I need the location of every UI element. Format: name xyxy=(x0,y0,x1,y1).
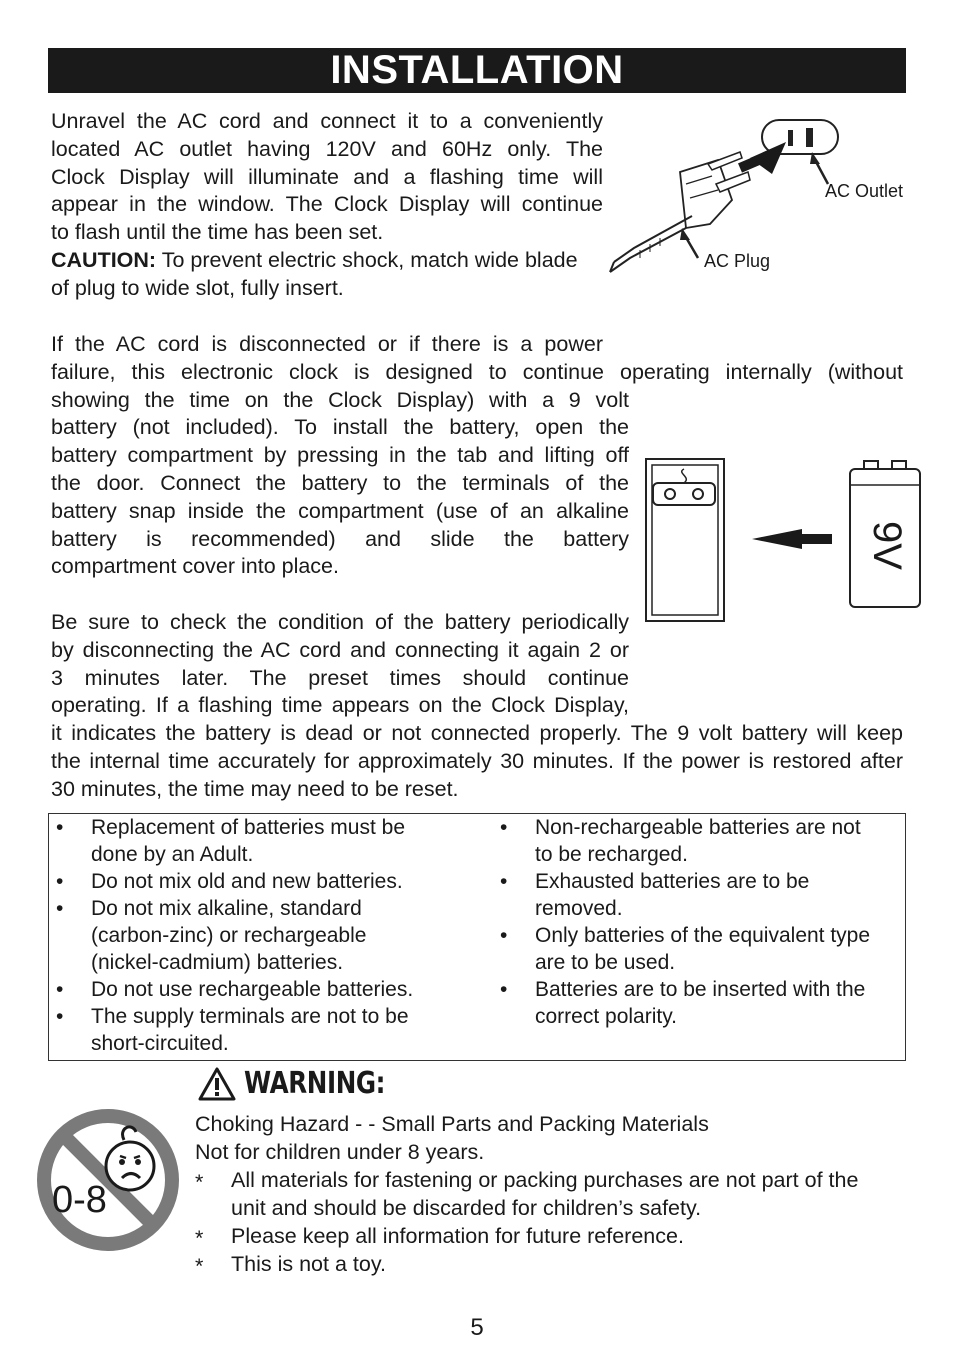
ac-outlet-label: AC Outlet xyxy=(825,181,904,201)
list-item: • Only batteries of the equivalent type are to be used. xyxy=(500,924,871,974)
no-children-icon xyxy=(32,1106,184,1256)
text-line: 30 minutes, the time may need to be reset. xyxy=(51,776,459,801)
text-line: the internal time accurately for approximately 30 minutes. If the power is restored after xyxy=(51,748,903,773)
bullet-dot: • xyxy=(500,978,508,1001)
page-title: INSTALLATION xyxy=(48,48,906,93)
text-line: failure, this electronic clock is designed to continue operating internally (without xyxy=(51,359,903,384)
warning-text xyxy=(195,1110,915,1278)
text-line: Be sure to check the condition of the battery periodically xyxy=(51,610,629,634)
ac-plug-label: AC Plug xyxy=(704,251,771,271)
text-line: battery compartment by pressing in the tab and lifting off xyxy=(51,443,629,468)
age-label: 0-8 xyxy=(52,1179,107,1221)
bullet-dot: • xyxy=(500,816,508,839)
list-item: • Batteries are to be inserted with the correct polarity. xyxy=(500,978,866,1028)
text-line: Clock Display will illuminate and a flashing time will xyxy=(51,164,603,189)
list-item: • Do not mix alkaline, standard (carbon-zinc) or rechargeable (nickel-cadmium) batteries. xyxy=(56,897,367,974)
bullet-dot: • xyxy=(56,978,64,1001)
list-item: • Non-rechargeable batteries are not to be recharged. xyxy=(500,816,861,866)
text-line: located AC outlet having 120V and 60Hz only. The xyxy=(51,136,603,161)
text-line: to flash until the time has been set. xyxy=(51,220,384,245)
text-line: compartment cover into place. xyxy=(51,554,339,579)
warning-item: * All materials for fastening or packing purchases are not part of the unit and should be discarded for children’s safety. xyxy=(195,1168,859,1220)
ac-instructions xyxy=(51,108,603,303)
bullet-dot: • xyxy=(56,897,64,920)
list-item: • The supply terminals are not to be short-circuited. xyxy=(56,1005,409,1055)
bullet-dot: • xyxy=(500,870,508,893)
battery-check-instructions xyxy=(51,609,903,804)
text-line: battery is recommended) and slide the battery xyxy=(51,526,629,551)
bullet-column-right xyxy=(495,814,901,1030)
warning-item: * This is not a toy. xyxy=(195,1252,386,1278)
warning-triangle-icon xyxy=(198,1067,236,1101)
text-line: battery snap inside the compartment (use of an alkaline xyxy=(51,498,629,523)
list-item: • Do not mix old and new batteries. xyxy=(56,870,403,893)
list-item: • Replacement of batteries must be done by an Adult. xyxy=(56,816,405,866)
list-item: • Exhausted batteries are to be removed. xyxy=(500,870,810,920)
battery-label: 9V xyxy=(865,521,909,570)
text-line: operating. If a flashing time appears on the Clock Display, xyxy=(51,693,629,718)
text-line: showing the time on the Clock Display) with a 9 volt xyxy=(51,387,629,412)
bullet-dot: • xyxy=(56,816,64,839)
text-line: the door. Connect the battery to the terminals of the xyxy=(51,470,629,495)
text-line: Unravel the AC cord and connect it to a conveniently xyxy=(51,109,603,133)
asterisk: * xyxy=(195,1170,204,1194)
asterisk: * xyxy=(195,1226,204,1250)
text-line: battery (not included). To install the battery, open the xyxy=(51,415,629,440)
battery-safety-box xyxy=(48,813,906,1061)
bullet-dot: • xyxy=(500,924,508,947)
text-line: appear in the window. The Clock Display will continue xyxy=(51,192,603,217)
warning-item: * Please keep all information for future reference. xyxy=(195,1224,684,1250)
page-number: 5 xyxy=(470,1314,484,1341)
warning-title: WARNING: xyxy=(244,1066,386,1101)
caution-label: CAUTION: xyxy=(51,247,157,272)
caution-text: To prevent electric shock, match wide blade xyxy=(156,247,578,272)
battery-backup-instructions xyxy=(51,331,903,581)
text-line: If the AC cord is disconnected or if there is a power xyxy=(51,332,603,356)
asterisk: * xyxy=(195,1254,204,1278)
battery-illustration xyxy=(640,455,930,630)
bullet-column-left xyxy=(51,814,491,1057)
bullet-dot: • xyxy=(56,1005,64,1028)
bullet-dot: • xyxy=(56,870,64,893)
warning-line: Choking Hazard - - Small Parts and Packing Materials xyxy=(195,1112,709,1136)
text-line: of plug to wide slot, fully insert. xyxy=(51,275,344,300)
text-line: by disconnecting the AC cord and connecting it again 2 or xyxy=(51,637,629,662)
warning-line: Not for children under 8 years. xyxy=(195,1140,485,1164)
text-line: it indicates the battery is dead or not connected properly. The 9 volt battery will keep xyxy=(51,721,903,746)
caution-line xyxy=(51,247,603,275)
text-line: 3 minutes later. The preset times should continue xyxy=(51,665,629,690)
list-item: • Do not use rechargeable batteries. xyxy=(56,978,414,1001)
